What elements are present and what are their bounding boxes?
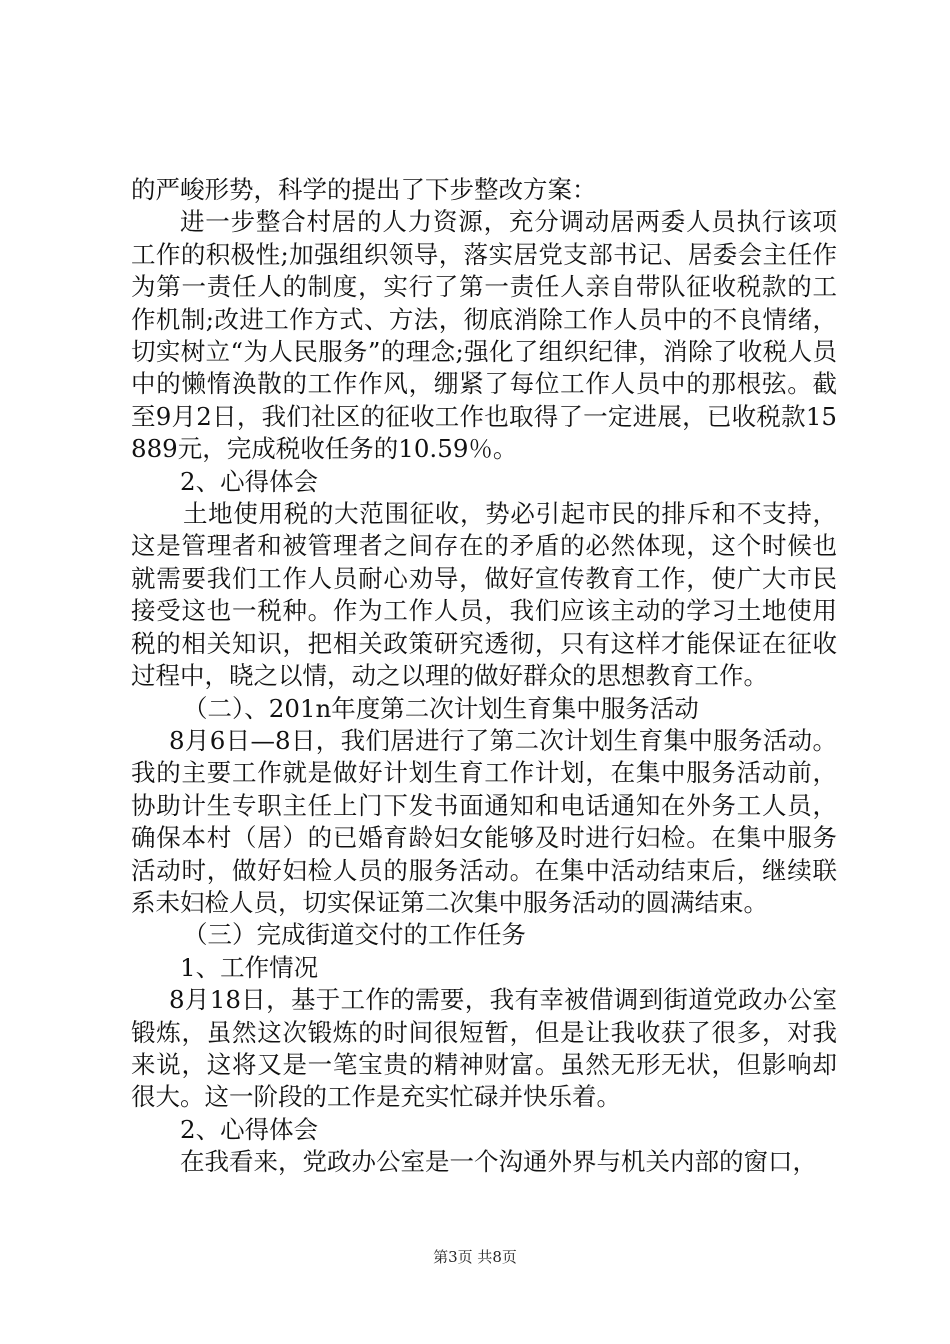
document-body bbox=[131, 174, 837, 1179]
section-heading: （三）完成街道交付的工作任务 bbox=[183, 920, 526, 950]
paragraph: 土地使用税的大范围征收，势必引起市民的排斥和不支持，这是管理者和被管理者之间存在的矛盾的必然体现，这个时候也就需要我们工作人员耐心劝导，做好宣传教育工作，使广大市民接受这也一税种。作为工作人员，我们应该主动的学习土地使用税的相关知识，把相关政策研究透彻，只有这样才能保证在征收过程中，晓之以情，动之以理的做好群众的思想教育工作。 bbox=[131, 499, 837, 691]
section-heading: 2、心得体会 bbox=[180, 1114, 319, 1144]
section-heading: 2、心得体会 bbox=[180, 466, 319, 496]
section-heading: 1、工作情况 bbox=[180, 952, 319, 982]
section-heading: （二）、201n年度第二次计划生育集中服务活动 bbox=[183, 693, 699, 723]
paragraph: 8月6日—8日，我们居进行了第二次计划生育集中服务活动。我的主要工作就是做好计划生育工作计划，在集中服务活动前，协助计生专职主任上门下发书面通知和电话通知在外务工人员，确保本村（居）的已婚育龄妇女能够及时进行妇检。在集中服务活动时，做好妇检人员的服务活动。在集中活动结束后，继续联系未妇检人员，切实保证第二次集中服务活动的圆满结束。 bbox=[131, 725, 837, 917]
page-footer bbox=[0, 1246, 950, 1267]
paragraph: 进一步整合村居的人力资源，充分调动居两委人员执行该项工作的积极性;加强组织领导，落实居党支部书记、居委会主任作为第一责任人的制度，实行了第一责任人亲自带队征收税款的工作机制;改进工作方式、方法，彻底消除工作人员中的不良情绪，切实树立“为人民服务”的理念;强化了组织纪律，消除了收税人员中的懒惰涣散的工作作风，绷紧了每位工作人员中的那根弦。截至9月2日，我们社区的征收工作也取得了一定进展，已收税款15889元，完成税收任务的10.59％。 bbox=[131, 207, 837, 464]
paragraph: 的严峻形势，科学的提出了下步整改方案： bbox=[131, 175, 597, 204]
paragraph: 8月18日，基于工作的需要，我有幸被借调到街道党政办公室锻炼，虽然这次锻炼的时间很短暂，但是让我收获了很多，对我来说，这将又是一笔宝贵的精神财富。虽然无形无状，但影响却很大。这一阶段的工作是充实忙碌并快乐着。 bbox=[131, 985, 837, 1112]
paragraph: 在我看来，党政办公室是一个沟通外界与机关内部的窗口， bbox=[180, 1147, 817, 1177]
page-number: 第3页 共8页 bbox=[433, 1248, 517, 1266]
